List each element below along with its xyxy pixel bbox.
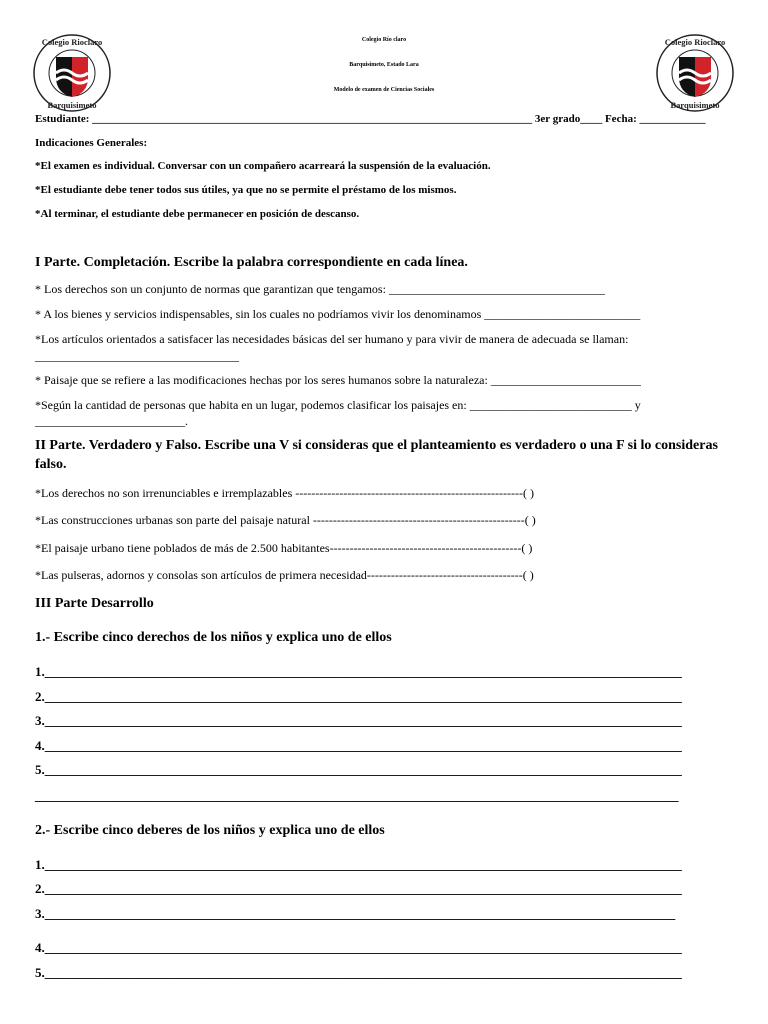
q2-title: 2.- Escribe cinco deberes de los niños y explica uno de ellos (35, 823, 385, 838)
school-logo-left (32, 33, 112, 113)
part1-item: *Los artículos orientados a satisfacer las necesidades básicas del ser humano y para vivir de manera de adecuada se llaman: (35, 332, 629, 346)
true-false-item: *Las construcciones urbanas son parte del paisaje natural -----------------------------------------------------( ) (35, 513, 536, 527)
answer-line: 1.__________________________________________________________________________________________________ (35, 857, 682, 872)
answer-line: 3.__________________________________________________________________________________________________ (35, 713, 682, 728)
answer-line: 4.__________________________________________________________________________________________________ (35, 940, 682, 955)
svg-text:Colegio Rioclaro: Colegio Rioclaro (664, 37, 726, 47)
true-false-item: *Los derechos no son irrenunciables e irremplazables ---------------------------------------------------------( ) (35, 486, 535, 500)
student-info-line: Estudiante: ________________________________________________________________________________ 3er grado____ Fecha: ____________ (35, 113, 706, 125)
svg-text:Barquisimeto: Barquisimeto (47, 100, 97, 110)
school-logo-right (655, 33, 735, 113)
answer-line: 4.__________________________________________________________________________________________________ (35, 738, 682, 753)
part2-title: II Parte. Verdadero y Falso. Escribe una V si consideras que el planteamiento es verdadero o una F si lo consideras (35, 438, 718, 453)
answer-line: 2.__________________________________________________________________________________________________ (35, 689, 682, 704)
part1-item: * A los bienes y servicios indispensables, sin los cuales no podríamos vivir los denominamos __________________________ (35, 307, 641, 321)
answer-line: 5.__________________________________________________________________________________________________ (35, 965, 682, 980)
answer-line: 2.__________________________________________________________________________________________________ (35, 881, 682, 896)
part1-title: I Parte. Completación. Escribe la palabra correspondiente en cada línea. (35, 255, 468, 270)
school-location: Barquisimeto, Estado Lara (349, 62, 419, 68)
part1-item-blank: __________________________________ (35, 349, 239, 363)
svg-text:Barquisimeto: Barquisimeto (670, 100, 720, 110)
answer-line: 3._________________________________________________________________________________________________ (35, 906, 676, 921)
school-name: Colegio Río claro (361, 37, 407, 43)
instruction-item: *El estudiante debe tener todos sus útiles, ya que no se permite el préstamo de los mismos. (35, 184, 457, 196)
q1-title: 1.- Escribe cinco derechos de los niños y explica uno de ellos (35, 630, 392, 645)
part1-item: *Según la cantidad de personas que habita en un lugar, podemos clasificar los paisajes en: ___________________________ y (35, 398, 641, 412)
true-false-item: *El paisaje urbano tiene poblados de más de 2.500 habitantes------------------------------------------------( ) (35, 541, 533, 555)
svg-text:Colegio Rioclaro: Colegio Rioclaro (41, 37, 103, 47)
part1-item-blank: _________________________. (35, 414, 188, 428)
part1-item: * Paisaje que se refiere a las modificaciones hechas por los seres humanos sobre la naturaleza: _________________________ (35, 373, 641, 387)
exam-title: Modelo de examen de Ciencias Sociales (333, 87, 435, 93)
instruction-item: *El examen es individual. Conversar con un compañero acarreará la suspensión de la evaluación. (35, 160, 491, 172)
instruction-item: *Al terminar, el estudiante debe permanecer en posición de descanso. (35, 208, 360, 220)
instructions-title: Indicaciones Generales: (35, 137, 148, 149)
part2-title-cont: falso. (35, 457, 67, 472)
true-false-item: *Las pulseras, adornos y consolas son artículos de primera necesidad---------------------------------------( ) (35, 568, 534, 582)
answer-line: 1.__________________________________________________________________________________________________ (35, 664, 682, 679)
part1-item: * Los derechos son un conjunto de normas que garantizan que tengamos: ____________________________________ (35, 282, 605, 296)
part3-title: III Parte Desarrollo (35, 596, 154, 611)
answer-line: 5.__________________________________________________________________________________________________ (35, 762, 682, 777)
answer-line: ___________________________________________________________________________________________________ (35, 788, 679, 803)
